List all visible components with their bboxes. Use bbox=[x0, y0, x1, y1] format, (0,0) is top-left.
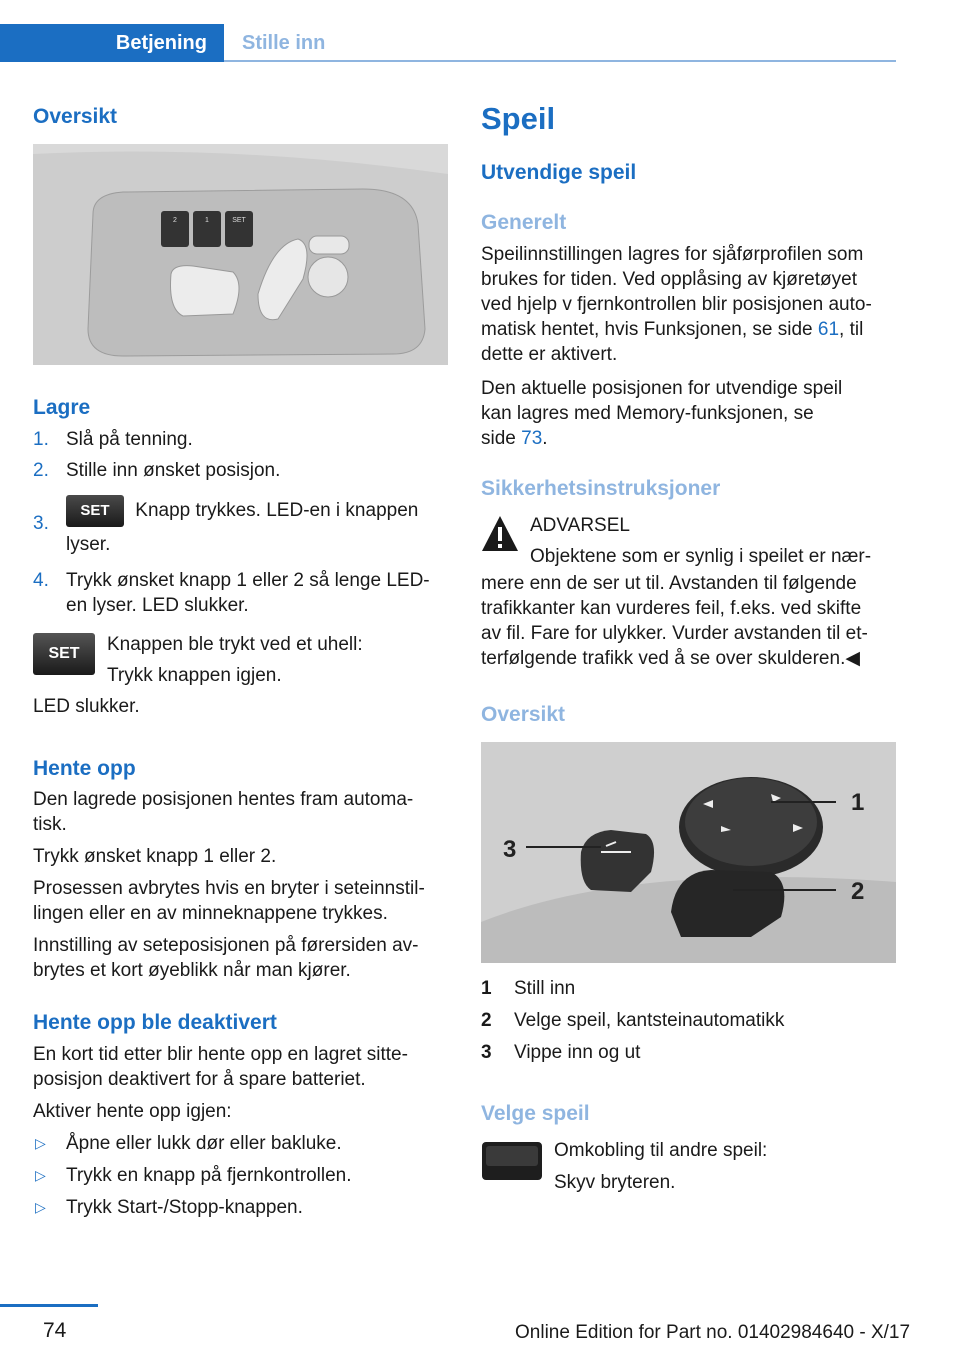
section-title-oversikt: Oversikt bbox=[33, 105, 118, 128]
callout-label: 2 bbox=[851, 878, 865, 905]
warning-triangle-icon bbox=[481, 514, 519, 554]
warning-text: mere enn de ser ut til. Avstanden til følgende bbox=[481, 573, 857, 594]
paragraph-line: Den lagrede posisjonen hentes fram automa- bbox=[33, 789, 414, 810]
bullet-triangle-icon: ▷ bbox=[35, 1199, 46, 1215]
paragraph-line: Innstilling av seteposisjonen på førersiden av- bbox=[33, 935, 419, 956]
legend-text: Velge speil, kantsteinautomatikk bbox=[514, 1010, 785, 1031]
page-number: 74 bbox=[43, 1319, 67, 1342]
subsection-title-velge-speil: Velge speil bbox=[481, 1102, 590, 1125]
bullet-text: Trykk en knapp på fjernkontrollen. bbox=[66, 1165, 352, 1186]
chapter-title-speil: Speil bbox=[481, 101, 556, 136]
right-column bbox=[481, 0, 896, 1300]
paragraph-line: Skyv bryteren. bbox=[554, 1172, 676, 1193]
list-item bbox=[33, 495, 448, 555]
list-item bbox=[481, 976, 896, 1001]
legend-number: 1 bbox=[481, 978, 492, 999]
paragraph-line: lingen eller en av minneknappene trykkes. bbox=[33, 903, 388, 924]
paragraph-line: brytes et kort øyeblikk når man kjører. bbox=[33, 960, 351, 981]
paragraph-line: ved hjelp v fjernkontrollen blir posisjonen auto- bbox=[481, 294, 872, 315]
paragraph-line: En kort tid etter blir hente opp en lagret sitte- bbox=[33, 1044, 408, 1065]
warning-text: av fil. Fare for ulykker. Vurder avstanden til et- bbox=[481, 623, 868, 644]
paragraph-line: dette er aktivert. bbox=[481, 344, 618, 365]
warning-label: ADVARSEL bbox=[530, 515, 630, 536]
step-text: lyser. bbox=[66, 534, 111, 555]
tab-stille-inn[interactable]: Stille inn bbox=[242, 32, 326, 54]
seat-button-label: 2 bbox=[173, 217, 177, 224]
paragraph-line: Omkobling til andre speil: bbox=[554, 1140, 768, 1161]
legend-number: 3 bbox=[481, 1042, 492, 1063]
warning-text: terfølgende trafikk ved å se over skulderen.◀ bbox=[481, 648, 860, 669]
list-item bbox=[481, 1040, 896, 1065]
step-number: 4. bbox=[33, 570, 49, 591]
warning-text: trafikkanter kan vurderes feil, f.eks. ved skifte bbox=[481, 598, 862, 619]
list-item bbox=[481, 1008, 896, 1033]
callout-label: 1 bbox=[851, 789, 865, 816]
legend-text: Still inn bbox=[514, 978, 576, 999]
paragraph-line: Den aktuelle posisjonen for utvendige speil bbox=[481, 378, 843, 399]
paragraph-line: brukes for tiden. Ved opplåsing av kjøretøyet bbox=[481, 269, 857, 290]
step-text: Knapp trykkes. LED-en i knappen bbox=[135, 500, 419, 522]
step-text: Trykk ønsket knapp 1 eller 2 så lenge LED- bbox=[66, 570, 430, 591]
footer-accent-line bbox=[0, 1304, 98, 1307]
list-item bbox=[33, 427, 448, 452]
note-text: LED slukker. bbox=[33, 696, 140, 717]
callout-label: 3 bbox=[503, 836, 517, 863]
left-column bbox=[33, 0, 448, 1300]
bullet-triangle-icon: ▷ bbox=[35, 1135, 46, 1151]
seat-button-label: 1 bbox=[205, 217, 209, 224]
paragraph-line: side 73. bbox=[481, 428, 548, 449]
section-title-deaktivert: Hente opp ble deaktivert bbox=[33, 1011, 277, 1034]
paragraph-line: posisjon deaktivert for å spare batteriet. bbox=[33, 1069, 366, 1090]
page-link[interactable]: 73 bbox=[521, 428, 543, 449]
list-item bbox=[33, 1131, 448, 1156]
bullet-text: Åpne eller lukk dør eller bakluke. bbox=[66, 1133, 342, 1154]
paragraph-line: kan lagres med Memory-funksjonen, se bbox=[481, 403, 814, 424]
subsection-title-generelt: Generelt bbox=[481, 211, 567, 234]
section-title-hente-opp: Hente opp bbox=[33, 757, 136, 780]
page-link[interactable]: 61 bbox=[817, 319, 840, 340]
list-item bbox=[33, 1163, 448, 1188]
paragraph-line: tisk. bbox=[33, 814, 67, 835]
legend-text: Vippe inn og ut bbox=[514, 1042, 641, 1063]
section-title-utvendige: Utvendige speil bbox=[481, 161, 637, 184]
footer-edition-text: Online Edition for Part no. 01402984640 - X/17 bbox=[515, 1322, 911, 1343]
set-button-icon: SET bbox=[66, 495, 124, 527]
seat-memory-photo bbox=[33, 144, 448, 365]
list-item bbox=[33, 568, 448, 618]
list-item bbox=[33, 458, 448, 483]
paragraph-line: Trykk ønsket knapp 1 eller 2. bbox=[33, 846, 277, 867]
bullet-triangle-icon: ▷ bbox=[35, 1167, 46, 1183]
step-number: 3. bbox=[33, 513, 49, 534]
note-text: Trykk knappen igjen. bbox=[107, 665, 282, 686]
paragraph-line: matisk hentet, hvis Funksjonen, se side 61, til bbox=[481, 319, 864, 340]
subsection-title-sikkerhet: Sikkerhetsinstruksjoner bbox=[481, 477, 721, 500]
subsection-title-oversikt: Oversikt bbox=[481, 703, 566, 726]
step-number: 1. bbox=[33, 429, 49, 450]
step-text: en lyser. LED slukker. bbox=[66, 595, 249, 616]
paragraph-line: Speilinnstillingen lagres for sjåførprofilen som bbox=[481, 244, 864, 265]
step-text: Slå på tenning. bbox=[66, 429, 193, 450]
mirror-control-photo bbox=[481, 742, 896, 963]
note-text: Knappen ble trykt ved et uhell: bbox=[107, 634, 363, 655]
mirror-switch-icon bbox=[481, 1141, 543, 1181]
seat-button-label: SET bbox=[232, 217, 246, 224]
section-title-lagre: Lagre bbox=[33, 396, 91, 419]
tab-label: Betjening bbox=[115, 32, 207, 54]
step-number: 2. bbox=[33, 460, 49, 481]
list-item bbox=[33, 1195, 448, 1220]
paragraph-line: Aktiver hente opp igjen: bbox=[33, 1101, 232, 1122]
paragraph-line: Prosessen avbrytes hvis en bryter i seteinnstil- bbox=[33, 878, 425, 899]
warning-text: Objektene som er synlig i speilet er nær- bbox=[530, 546, 872, 567]
legend-number: 2 bbox=[481, 1010, 492, 1031]
set-button-icon: SET bbox=[33, 633, 95, 675]
step-text: Stille inn ønsket posisjon. bbox=[66, 460, 281, 481]
bullet-text: Trykk Start-/Stopp-knappen. bbox=[66, 1197, 303, 1218]
